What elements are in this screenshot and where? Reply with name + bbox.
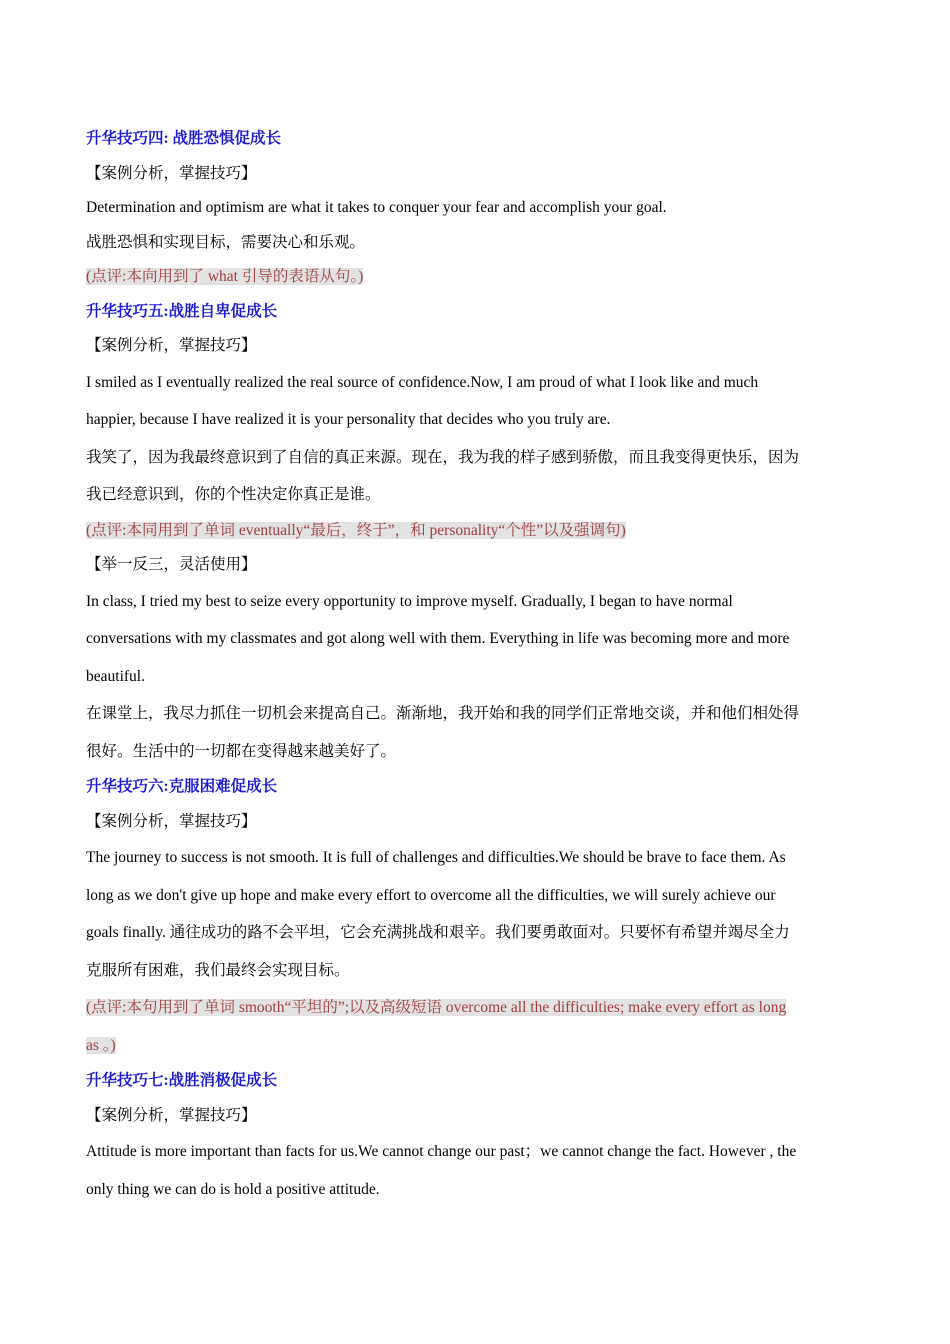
english-example-line: I smiled as I eventually realized the real source of confidence.Now, I am proud of what I look like and much (86, 373, 759, 391)
example-line: 克服所有困难，我们最终会实现目标。 (86, 961, 350, 979)
section-heading: 升华技巧四: 战胜恐惧促成长 (86, 130, 282, 147)
section-subheading: 【案例分析，掌握技巧】 (86, 1106, 257, 1124)
section-heading: 升华技巧五:战胜自卑促成长 (86, 302, 278, 320)
comment-text: (点评:本同用到了单词 eventually“最后，终于”，和 personality“个性”以及强调句) (86, 521, 626, 539)
english-example: Determination and optimism are what it takes to conquer your fear and accomplish your goal. (86, 199, 667, 216)
english-example-line: Attitude is more important than facts for us.We cannot change our past；we cannot change the fact. However , the (86, 1143, 797, 1160)
comment-note (86, 260, 866, 295)
chinese-practice-line: 在课堂上，我尽力抓住一切机会来提高自己。渐渐地，我开始和我的同学们正常地交谈，并和他们相处得 (86, 705, 800, 722)
english-practice-line: beautiful. (86, 667, 145, 685)
chinese-translation-line: 我笑了，因为我最终意识到了自信的真正来源。现在，我为我的样子感到骄傲，而且我变得更快乐，因为 (86, 448, 800, 466)
comment-note-line (86, 989, 866, 1027)
english-example-line: happier, because I have realized it is your personality that decides who you truly are. (86, 411, 611, 428)
section-subheading: 【举一反三，灵活使用】 (86, 556, 257, 573)
section-heading: 升华技巧六:克服困难促成长 (86, 778, 278, 795)
example-line: goals finally. 通往成功的路不会平坦，它会充满挑战和艰辛。我们要勇敢面对。只要怀有希望并竭尽全力 (86, 924, 790, 941)
comment-text: as 。) (86, 1036, 116, 1054)
chinese-translation: 战胜恐惧和实现目标，需要决心和乐观。 (86, 233, 366, 251)
section-subheading: 【案例分析，掌握技巧】 (86, 164, 257, 182)
section-subheading: 【案例分析，掌握技巧】 (86, 812, 257, 830)
document-page (86, 122, 866, 1208)
english-example-line: only thing we can do is hold a positive attitude. (86, 1180, 380, 1198)
comment-text: (点评:本句用到了单词 smooth“平坦的”;以及高级短语 overcome all the difficulties; make every effort as long (86, 999, 787, 1016)
english-practice-line: In class, I tried my best to seize every opportunity to improve myself. Gradually, I began to have normal (86, 592, 733, 610)
comment-text: (点评:本向用到了 what 引导的表语从句。) (86, 268, 364, 285)
section-heading: 升华技巧七:战胜消极促成长 (86, 1072, 278, 1089)
chinese-practice-line: 很好。生活中的一切都在变得越来越美好了。 (86, 742, 397, 760)
example-line: long as we don't give up hope and make every effort to overcome all the difficulties, we will surely achieve our (86, 886, 776, 904)
section-subheading: 【案例分析，掌握技巧】 (86, 337, 257, 354)
comment-note (86, 514, 866, 549)
chinese-translation-line: 我已经意识到，你的个性决定你真正是谁。 (86, 486, 381, 503)
example-line: The journey to success is not smooth. It is full of challenges and difficulties.We should be brave to face them. As (86, 849, 786, 866)
english-practice-line: conversations with my classmates and got along well with them. Everything in life was becoming more and more (86, 630, 790, 647)
comment-note-line (86, 1027, 866, 1065)
